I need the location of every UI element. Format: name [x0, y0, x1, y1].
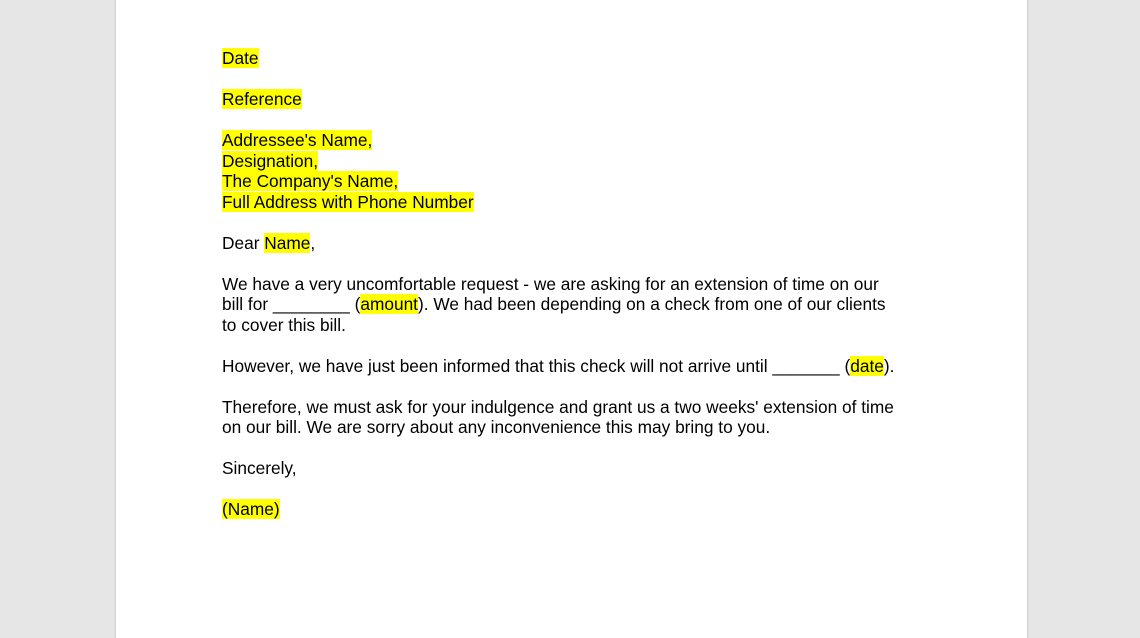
body3-line1: Therefore, we must ask for your indulgence and grant us a two weeks' extension of time: [222, 396, 894, 417]
date-placeholder: Date: [222, 48, 259, 68]
body-paragraph-1: [222, 274, 922, 336]
body1-line3: to cover this bill.: [222, 314, 346, 335]
closing: Sincerely,: [222, 458, 297, 478]
body-paragraph-3: [222, 397, 922, 438]
reference-line: [222, 89, 922, 110]
body-paragraph-2: [222, 356, 922, 377]
signature-placeholder: (Name): [222, 499, 280, 519]
designation: Designation,: [222, 150, 319, 171]
address-block: [222, 130, 922, 212]
salutation-prefix: Dear: [222, 232, 265, 253]
body3-line2: on our bill. We are sorry about any inconvenience this may bring to you.: [222, 417, 771, 437]
body1-line2-pre: bill for ________ (: [222, 294, 361, 314]
amount-placeholder: amount: [360, 294, 418, 314]
body1-line1: We have a very uncomfortable request - we are asking for an extension of time on our: [222, 273, 879, 294]
letter-body: [222, 48, 922, 540]
reference-placeholder: Reference: [222, 89, 302, 109]
date-placeholder-inline: date: [850, 355, 884, 376]
document-page[interactable]: [115, 0, 1028, 638]
addressee-name: Addressee's Name,: [222, 130, 373, 150]
date-line: [222, 48, 922, 69]
body2-post: ).: [883, 355, 895, 376]
signature-line: [222, 499, 922, 520]
company-name: The Company's Name,: [222, 171, 399, 191]
full-address: Full Address with Phone Number: [222, 191, 474, 212]
body1-line2-post: ). We had been depending on a check from one of our clients: [418, 294, 886, 314]
salutation: [222, 233, 922, 254]
salutation-name: Name: [264, 232, 311, 253]
body2-pre: However, we have just been informed that this check will not arrive until _______ (: [222, 355, 851, 376]
salutation-suffix: ,: [310, 232, 316, 253]
